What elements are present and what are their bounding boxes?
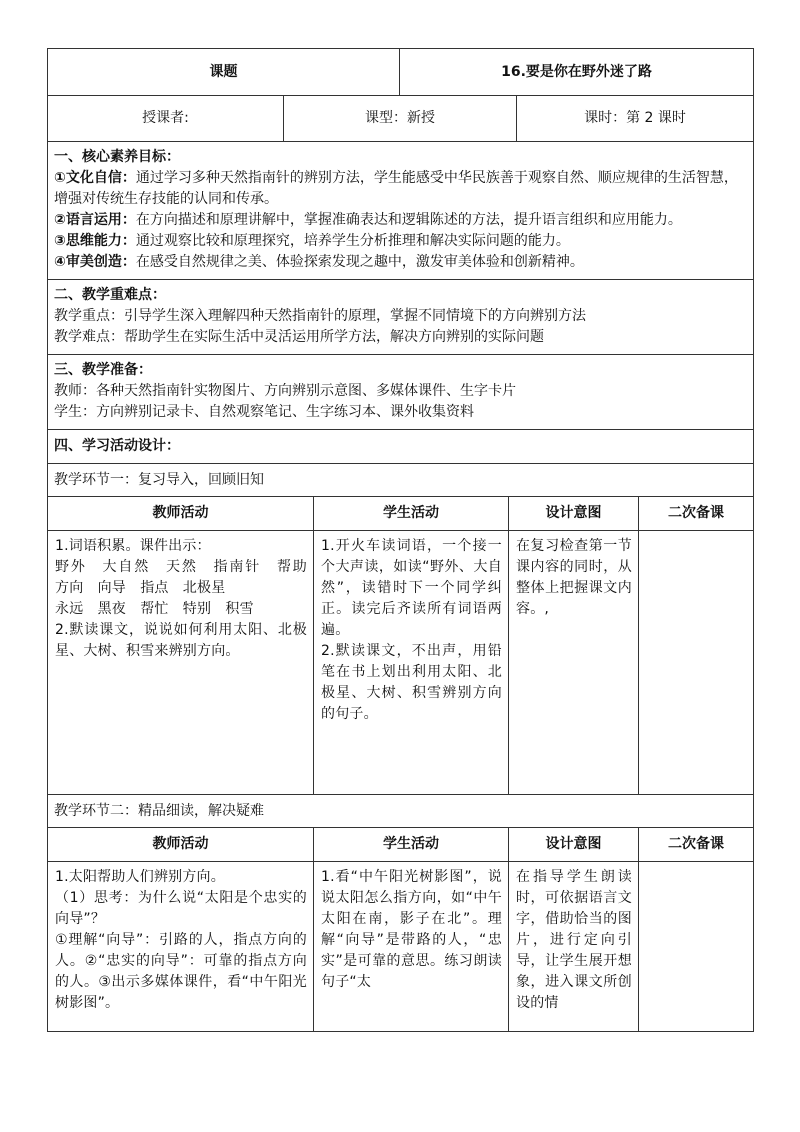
col-teacher-activity: 教师活动 (48, 828, 314, 862)
goal-item: ③思维能力：通过观察比较和原理探究，培养学生分析推理和解决实际问题的能力。 (54, 233, 570, 249)
stage-2-student-cell: 1.看“中午阳光树影图”，说说太阳怎么指方向，如“中午太阳在南，影子在北”。理解“向导”是带路的人，“忠实”是可靠的意思。练习朗读句子“太 (314, 862, 509, 1032)
col-student-activity: 学生活动 (314, 828, 509, 862)
stage-2-title: 教学环节二：精品细读，解决疑难 (48, 795, 754, 828)
goal-item: ②语言运用：在方向描述和原理讲解中，掌握准确表达和逻辑陈述的方法，提升语言组织和应用能力。 (54, 212, 682, 228)
keypoints-heading: 二、教学重难点： (54, 287, 166, 303)
lesson-plan (47, 48, 753, 1032)
stage-2-intent-cell: 在指导学生朗读时，可依据语言文字，借助恰当的图片，进行定向引导，让学生展开想象，进入课文所创设的情 (509, 862, 639, 1032)
stage-1-intent-cell: 在复习检查第一节课内容的同时，从整体上把握课文内容。, (509, 531, 639, 795)
prep-heading: 三、教学准备： (54, 362, 152, 378)
activity-heading: 四、学习活动设计： (54, 438, 180, 454)
stage-2-content-row (48, 862, 754, 1032)
col-teacher-activity: 教师活动 (48, 497, 314, 531)
focus-text: 教学重点：引导学生深入理解四种天然指南针的原理，掌握不同情境下的方向辨别方法 (54, 308, 586, 324)
goal-item: ④审美创造：在感受自然规律之美、体验探索发现之趣中，激发审美体验和创新精神。 (54, 254, 584, 270)
stage-1-student-cell: 1.开火车读词语，一个接一个大声读，如读“野外、大自然”，读错时下一个同学纠正。读完后齐读所有词语两遍。 2.默读课文，不出声，用铅笔在书上划出利用太阳、北极星、大树、积雪辨别方向的句子。 (314, 531, 509, 795)
col-student-activity: 学生活动 (314, 497, 509, 531)
period-field: 课时：第 2 课时 (517, 96, 754, 142)
col-design-intent: 设计意图 (509, 497, 639, 531)
stage-1-teacher-cell: 1.词语积累。课件出示： 野外 大自然 天然 指南针 帮助 方向 向导 指点 北极星 永远 黑夜 帮忙 特别 积雪 2.默读课文，说说如何利用太阳、北极星、大树、积雪来辨别方向。 (48, 531, 314, 795)
column-header-row (48, 497, 754, 531)
info-row (48, 96, 754, 142)
stage-1-second-cell (639, 531, 754, 795)
topic-label: 课题 (48, 49, 400, 96)
col-second-prep: 二次备课 (639, 828, 754, 862)
stage-1-content-row (48, 531, 754, 795)
goals-heading: 一、核心素养目标： (54, 149, 180, 165)
prep-section (48, 355, 754, 430)
keypoints-section (48, 280, 754, 355)
lesson-title: 16.要是你在野外迷了路 (400, 49, 754, 96)
stage-2-second-cell (639, 862, 754, 1032)
col-second-prep: 二次备课 (639, 497, 754, 531)
prep-teacher: 教师：各种天然指南针实物图片、方向辨别示意图、多媒体课件、生字卡片 (54, 383, 516, 399)
stage-1-title: 教学环节一：复习导入，回顾旧知 (48, 464, 754, 497)
activity-table (47, 463, 754, 1032)
stage-2-title-row (48, 795, 754, 828)
title-row (48, 49, 754, 96)
goal-item: ①文化自信：通过学习多种天然指南针的辨别方法，学生能感受中华民族善于观察自然、顺应规律的生活智慧，增强对传统生存技能的认同和传承。 (54, 170, 738, 207)
lesson-plan-table (47, 48, 754, 464)
difficulty-text: 教学难点：帮助学生在实际生活中灵活运用所学方法，解决方向辨别的实际问题 (54, 329, 544, 345)
goals-section (48, 142, 754, 280)
col-design-intent: 设计意图 (509, 828, 639, 862)
prep-student: 学生：方向辨别记录卡、自然观察笔记、生字练习本、课外收集资料 (54, 404, 474, 420)
teacher-field: 授课者: (48, 96, 284, 142)
stage-1-title-row (48, 464, 754, 497)
lesson-type-field: 课型：新授 (284, 96, 517, 142)
column-header-row (48, 828, 754, 862)
activity-section (48, 430, 754, 464)
stage-2-teacher-cell: 1.太阳帮助人们辨别方向。 （1）思考：为什么说“太阳是个忠实的向导”？ ①理解“向导”：引路的人，指点方向的人。②“忠实的向导”：可靠的指点方向的人。③出示多媒体课件，看“中午阳光树影图”。 (48, 862, 314, 1032)
